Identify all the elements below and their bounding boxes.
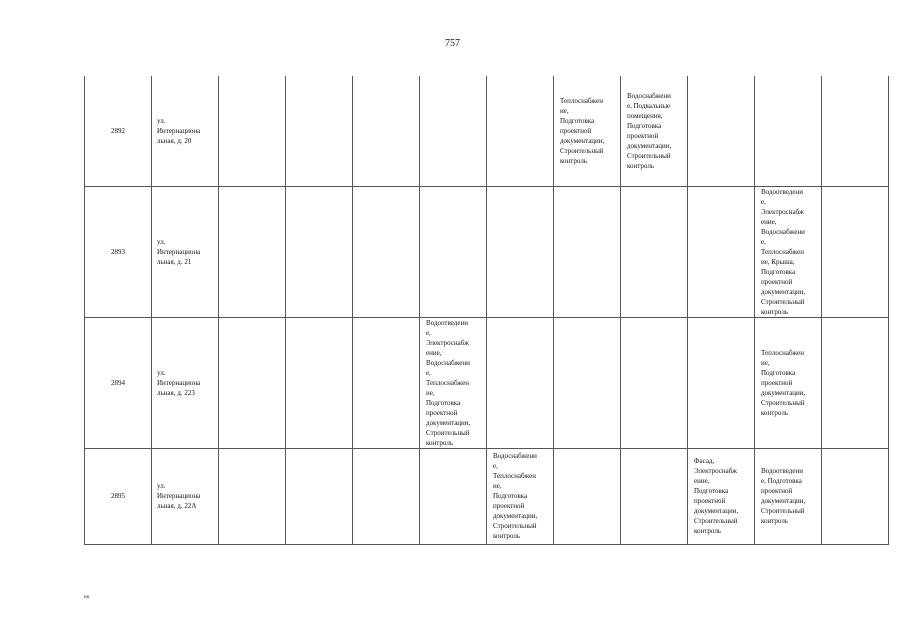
- works-cell: [286, 448, 353, 544]
- works-cell: [688, 186, 755, 317]
- works-cell: Водоснабжени е, Теплоснабжен ие, Подготовка проектной документации, Строительный контроль: [487, 448, 554, 544]
- address-cell: ул. Интернациона льная, д. 22А: [152, 448, 219, 544]
- table-row: [85, 76, 889, 186]
- works-cell: [554, 317, 621, 448]
- works-cell: [822, 317, 889, 448]
- works-cell: [353, 186, 420, 317]
- works-cell: [487, 186, 554, 317]
- works-cell: [286, 76, 353, 186]
- works-cell: [554, 448, 621, 544]
- works-cell: [353, 448, 420, 544]
- works-cell: [822, 448, 889, 544]
- row-number: 2893: [85, 186, 152, 317]
- works-cell: [420, 76, 487, 186]
- works-cell: Теплоснабжен ие, Подготовка проектной документации, Строительный контроль: [554, 76, 621, 186]
- table-row: [85, 317, 889, 448]
- works-cell: Водоснабжени е, Подвальные помещения, Подготовка проектной документации, Строительный контроль: [621, 76, 688, 186]
- page-number: 757: [445, 38, 460, 49]
- works-cell: Водоотведени е, Электроснабж ение, Водоснабжени е, Теплоснабжен ие, Подготовка проектной документации, Строительный контроль: [420, 317, 487, 448]
- works-cell: Водоотведени е, Электроснабж ение, Водоснабжени е, Теплоснабжен ие, Крыша, Подготовка проектной документации, Строительный контроль: [755, 186, 822, 317]
- works-cell: [286, 186, 353, 317]
- works-cell: [219, 76, 286, 186]
- works-cell: [621, 186, 688, 317]
- works-cell: [621, 317, 688, 448]
- row-number: 2894: [85, 317, 152, 448]
- works-cell: [688, 76, 755, 186]
- works-cell: [420, 448, 487, 544]
- works-cell: [219, 186, 286, 317]
- works-cell: [688, 317, 755, 448]
- register-table: [84, 76, 889, 545]
- works-cell: Фасад, Электроснабж ение, Подготовка проектной документации, Строительный контроль: [688, 448, 755, 544]
- row-number: 2892: [85, 76, 152, 186]
- works-cell: [286, 317, 353, 448]
- works-cell: [219, 448, 286, 544]
- works-cell: [554, 186, 621, 317]
- works-cell: [621, 448, 688, 544]
- table-row: [85, 186, 889, 317]
- works-cell: Теплоснабжен ие, Подготовка проектной документации, Строительный контроль: [755, 317, 822, 448]
- works-cell: Водоотведени е, Подготовка проектной документации, Строительный контроль: [755, 448, 822, 544]
- row-number: 2895: [85, 448, 152, 544]
- works-cell: [420, 186, 487, 317]
- footer-mark: ик: [84, 595, 90, 600]
- works-cell: [487, 317, 554, 448]
- works-cell: [219, 317, 286, 448]
- works-cell: [487, 76, 554, 186]
- address-cell: ул. Интернациона льная, д. 223: [152, 317, 219, 448]
- address-cell: ул. Интернациона льная, д. 20: [152, 76, 219, 186]
- works-cell: [822, 186, 889, 317]
- table-row: [85, 448, 889, 544]
- address-cell: ул. Интернациона льная, д. 21: [152, 186, 219, 317]
- works-cell: [353, 317, 420, 448]
- works-cell: [755, 76, 822, 186]
- works-cell: [822, 76, 889, 186]
- works-cell: [353, 76, 420, 186]
